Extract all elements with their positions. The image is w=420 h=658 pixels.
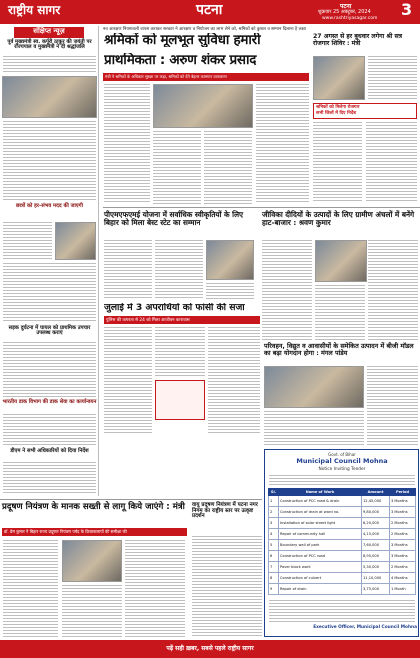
page-number: 3 [401, 0, 413, 19]
july-text-1 [104, 327, 152, 435]
rural-text-3 [368, 240, 418, 340]
brief3-text [3, 342, 96, 397]
bullet-1: श्रमिकों को मिलेगा रोजगार [316, 105, 360, 110]
july-text-3 [208, 327, 260, 435]
footer-strip: पढ़ें सही ख़बर, सबसे पहले राष्ट्रीय सागर [0, 640, 420, 658]
ad-table-cell: Construction of PCC road [279, 551, 362, 562]
ad-table-cell: 5,30,000 [362, 562, 390, 573]
brief2-text [3, 222, 52, 260]
tender-ad [264, 449, 419, 637]
ad-table-cell: 3 Months [390, 507, 416, 518]
ad-table-cell: Construction of drain at ward no. [279, 507, 362, 518]
brief4-headline: भारतीय डाक विभाग की डाक सेवा का कार्यान्वयन [2, 399, 97, 405]
ad-table-row [269, 584, 416, 595]
ad-table-row [269, 573, 416, 584]
july-highlight-box [155, 380, 205, 420]
ad-table-cell: 6,20,000 [362, 518, 390, 529]
lead-text-col3 [204, 131, 252, 204]
ad-table-cell: 8,95,000 [362, 551, 390, 562]
bullet-2: सभी जिलों में दिए निर्देश [316, 110, 357, 116]
ad-table-cell: 3 [269, 518, 279, 529]
lead-text-col4 [256, 84, 309, 204]
masthead-brand: राष्ट्रीय सागर [8, 3, 61, 17]
lead-text-col1 [104, 84, 150, 204]
ad-terms-text [269, 600, 415, 622]
brief1-photo [2, 76, 97, 118]
ad-table-cell: Repair of community hall [279, 529, 362, 540]
rural-headline: जीविका दीदियों के उत्पादों के लिए ग्रामीण अंचलों में बनेंगे हाट-बाजार : श्रवण कुमार [262, 210, 415, 227]
rural-photo [315, 240, 367, 282]
ad-table-cell: 12,45,000 [362, 496, 390, 507]
masthead-right-city: पटना [340, 3, 352, 10]
cm-text-2 [264, 411, 364, 446]
pmegp-photo [206, 240, 254, 280]
ad-table-cell: 4 Months [390, 573, 416, 584]
brief5-headline: डीएम ने सभी अधिकारियों को दिया निर्देश [10, 448, 89, 454]
ad-table-cell: 3 Months [390, 496, 416, 507]
ad-table-cell: Installation of solar street light [279, 518, 362, 529]
bottom-left-text-1 [3, 540, 58, 638]
ad-table-cell: 2 Months [390, 529, 416, 540]
ad-col-work: Name of Work [279, 489, 362, 496]
ad-table-cell: 9 [269, 584, 279, 595]
lead-caption: मंत्री ने श्रमिकों के अधिकार सुरक्षा पर कहा, श्रमिकों को देंगे बेहतर कामगार वातावरण [103, 73, 309, 81]
ad-col-period: Period [390, 489, 416, 496]
pmegp-headline: पीएमएफएमई योजना में सर्वाधिक स्वीकृतियों के लिए बिहार को मिला बेस्ट स्टेट का सम्मान [104, 210, 244, 227]
top-right-text-a [368, 56, 417, 100]
top-right-text-c [366, 122, 417, 202]
divider-1 [103, 207, 420, 208]
bottom-left-photo [62, 540, 122, 582]
brief2-headline: छात्रों को हर-संभव मदद की जाएगी [16, 203, 83, 209]
ad-footer: Executive Officer, Municipal Council Mohna [313, 625, 417, 630]
ad-subtitle: Notice Inviting Tender [318, 467, 366, 472]
left-column [0, 26, 99, 496]
july-text-2 [155, 327, 205, 377]
bottom-mid-headline: वायु प्रदूषण नियंत्रण में पटना नगर निगम का राष्ट्रीय स्तर पर उत्कृष्ट प्रदर्शन [192, 502, 258, 520]
ad-table-cell: Construction of PCC road & drain [279, 496, 362, 507]
brief3-headline: सड़क दुर्घटना में घायल को प्राथमिक उपचार उपलब्ध कराएं [8, 325, 91, 337]
top-right-headline: 27 अगस्त से हर बुधवार लगेगा श्री सत्र रोजगार शिविर : मंत्री [313, 33, 403, 47]
ad-table-cell: 2 [269, 507, 279, 518]
ad-table-cell: 3,75,000 [362, 584, 390, 595]
ad-table-cell: Boundary wall of park [279, 540, 362, 551]
pmegp-text-2 [155, 240, 203, 300]
bottom-left-text-3 [125, 540, 185, 638]
ad-table-cell: 1 [269, 496, 279, 507]
top-right-photo [313, 56, 365, 100]
ad-table-cell: 5 [269, 540, 279, 551]
ad-table-cell: Paver block work [279, 562, 362, 573]
brief1-text-2 [3, 121, 96, 201]
ad-intro-text [269, 475, 415, 485]
ad-table-header [269, 489, 416, 496]
section-label: संक्षिप्त न्यूज़ [14, 27, 84, 38]
masthead-date: शुक्रवार 25 अक्टूबर, 2024 [318, 9, 371, 15]
ad-table-row [269, 540, 416, 551]
ad-table-row [269, 507, 416, 518]
brief5-text [3, 462, 96, 494]
bottom-left-headline: प्रदूषण नियंत्रण के मानक सख्ती से लागू किये जाएंगे : मंत्री [2, 502, 185, 512]
cm-headline: परिवहन, विद्युत व आवासीयों के समेकित उत्पादन में बीजी मॉडल का बढ़ा योगदान होगा : मंगल पांडेय [264, 342, 414, 357]
ad-col-amount: Amount [362, 489, 390, 496]
ad-table-cell: 1 Month [390, 584, 416, 595]
ad-table-row [269, 529, 416, 540]
top-right-bullets [313, 103, 417, 119]
ad-table-cell: 9,80,000 [362, 507, 390, 518]
ad-table-cell: 11,10,000 [362, 573, 390, 584]
lead-headline-1: श्रमिकों को मूलभूत सुविधा हमारी [104, 33, 261, 48]
ad-top-label: Govt. of Bihar [328, 452, 356, 457]
brief2-text-2 [3, 263, 96, 323]
masthead-city: पटना [196, 2, 223, 18]
bottom-left-kicker: डॉ. प्रेम कुमार ने बिहार राज्य प्रदूषण नियंत्रण पर्षद के क्रियाकलापों की समीक्षा की [2, 528, 187, 536]
ad-table-cell: 7,60,000 [362, 540, 390, 551]
ad-table-cell: Repair of drain [279, 584, 362, 595]
cm-text-1 [367, 366, 418, 446]
ad-table-row [269, 496, 416, 507]
brief1-text [3, 56, 96, 74]
ad-table-cell: Construction of culvert [279, 573, 362, 584]
pmegp-text-1 [104, 240, 152, 300]
ad-table-cell: 7 [269, 562, 279, 573]
lead-text-col2 [153, 131, 201, 204]
ad-table-cell: 4,15,000 [362, 529, 390, 540]
ad-table-cell: 8 [269, 573, 279, 584]
ad-table-cell: 4 [269, 529, 279, 540]
ad-table-cell: 3 Months [390, 540, 416, 551]
ad-table-cell: 6 [269, 551, 279, 562]
july-headline: जुलाई में 3 अपराधियों को फांसी की सजा [104, 303, 245, 313]
pmegp-text-3 [206, 283, 254, 300]
masthead-website: www.rashtriyasagar.com [322, 16, 378, 21]
top-right-text-b [313, 122, 362, 202]
lead-photo [153, 84, 253, 128]
brief4-text [3, 414, 96, 446]
july-kicker: पुलिस की तत्परता से 24 को मिला आजीवन कारावास [104, 316, 260, 324]
ad-table [268, 488, 416, 595]
ad-table-row [269, 518, 416, 529]
ad-table-row [269, 551, 416, 562]
bottom-mid-text [192, 536, 262, 638]
brief2-photo [55, 222, 96, 260]
bottom-left-text-2 [62, 585, 122, 638]
ad-table-cell: 2 Months [390, 518, 416, 529]
ad-title: Municipal Council Mohna [296, 457, 388, 465]
ad-table-row [269, 562, 416, 573]
ad-table-cell: 3 Months [390, 551, 416, 562]
divider-2 [0, 499, 262, 500]
brief1-headline: पूर्व मुख्यमंत्री स्व. कर्पूरी ठाकुर की जयंती पर राज्यपाल व मुख्यमंत्री ने दी श्रद्धांजलि [7, 39, 92, 51]
rural-text-2 [315, 285, 365, 340]
ad-table-cell: 2 Months [390, 562, 416, 573]
ad-col-sl: Sl. [269, 489, 279, 496]
banner-line: नव आरक्षण नियमावली वापस कराकर सरकार ने आरक्षण व नियोजन का लाभ लेने को, श्रमिकों को कुशल व सम्मान दिलाना है लक्ष्य [103, 27, 306, 32]
cm-photo [264, 366, 364, 408]
rural-text-1 [262, 240, 312, 340]
lead-headline-2: प्राथमिकता : अरुण शंकर प्रसाद [104, 53, 257, 68]
